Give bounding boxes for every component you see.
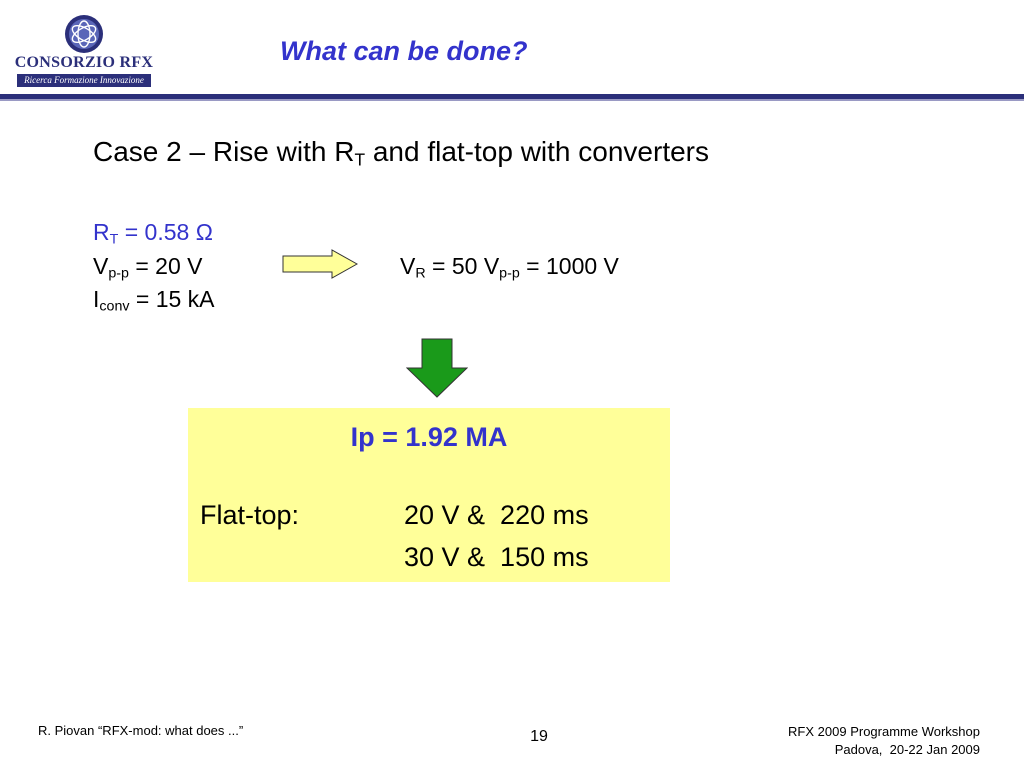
flat-top-option-2: 30 V & 150 ms [404, 542, 589, 572]
param-vr-sub: R [415, 265, 426, 282]
param-rt [93, 219, 213, 246]
param-iconv-value: = 15 kA [129, 286, 215, 312]
heading-sub: T [354, 149, 366, 170]
page-number: 19 [530, 728, 548, 745]
param-vr-symbol: V [400, 253, 416, 279]
case-heading [93, 136, 709, 168]
consorzio-rfx-logo [14, 10, 154, 86]
param-rt-value: = 0.58 Ω [118, 219, 213, 245]
plasma-current: Ip = 1.92 MA [350, 422, 508, 452]
param-vr-sub2: p-p [499, 265, 520, 282]
down-arrow-icon [406, 338, 468, 398]
logo-tagline: Ricerca Formazione Innovazione [17, 74, 151, 87]
param-vpp [93, 253, 202, 280]
footer-event-name: RFX 2009 Programme Workshop [788, 724, 980, 739]
flat-top-option-1: 20 V & 220 ms [404, 500, 589, 530]
title-rule-shadow [0, 99, 1024, 101]
heading-suffix: and flat-top with converters [365, 136, 709, 167]
result-box [188, 408, 670, 582]
consorzio-rfx-emblem-icon [64, 14, 104, 54]
param-iconv [93, 286, 215, 313]
param-vr-value: = 1000 V [519, 253, 619, 279]
param-iconv-symbol: I [93, 286, 100, 312]
param-vr-mid: = 50 V [425, 253, 500, 279]
flat-top-label: Flat-top: [200, 500, 300, 530]
footer-event-place: Padova, 20-22 Jan 2009 [834, 742, 980, 757]
right-arrow-icon [282, 249, 358, 279]
param-rt-sub: T [109, 231, 119, 248]
heading-prefix: Case 2 – Rise with R [93, 136, 355, 167]
logo-name: CONSORZIO RFX [14, 54, 154, 71]
footer-event [700, 723, 980, 759]
param-vpp-symbol: V [93, 253, 109, 279]
param-vpp-sub: p-p [108, 265, 129, 282]
slide-title: What can be done? [280, 36, 528, 66]
footer-author: R. Piovan “RFX-mod: what does ...” [38, 723, 244, 738]
param-vr [400, 253, 619, 280]
param-iconv-sub: conv [99, 298, 130, 315]
param-vpp-value: = 20 V [128, 253, 203, 279]
param-rt-symbol: R [93, 219, 110, 245]
